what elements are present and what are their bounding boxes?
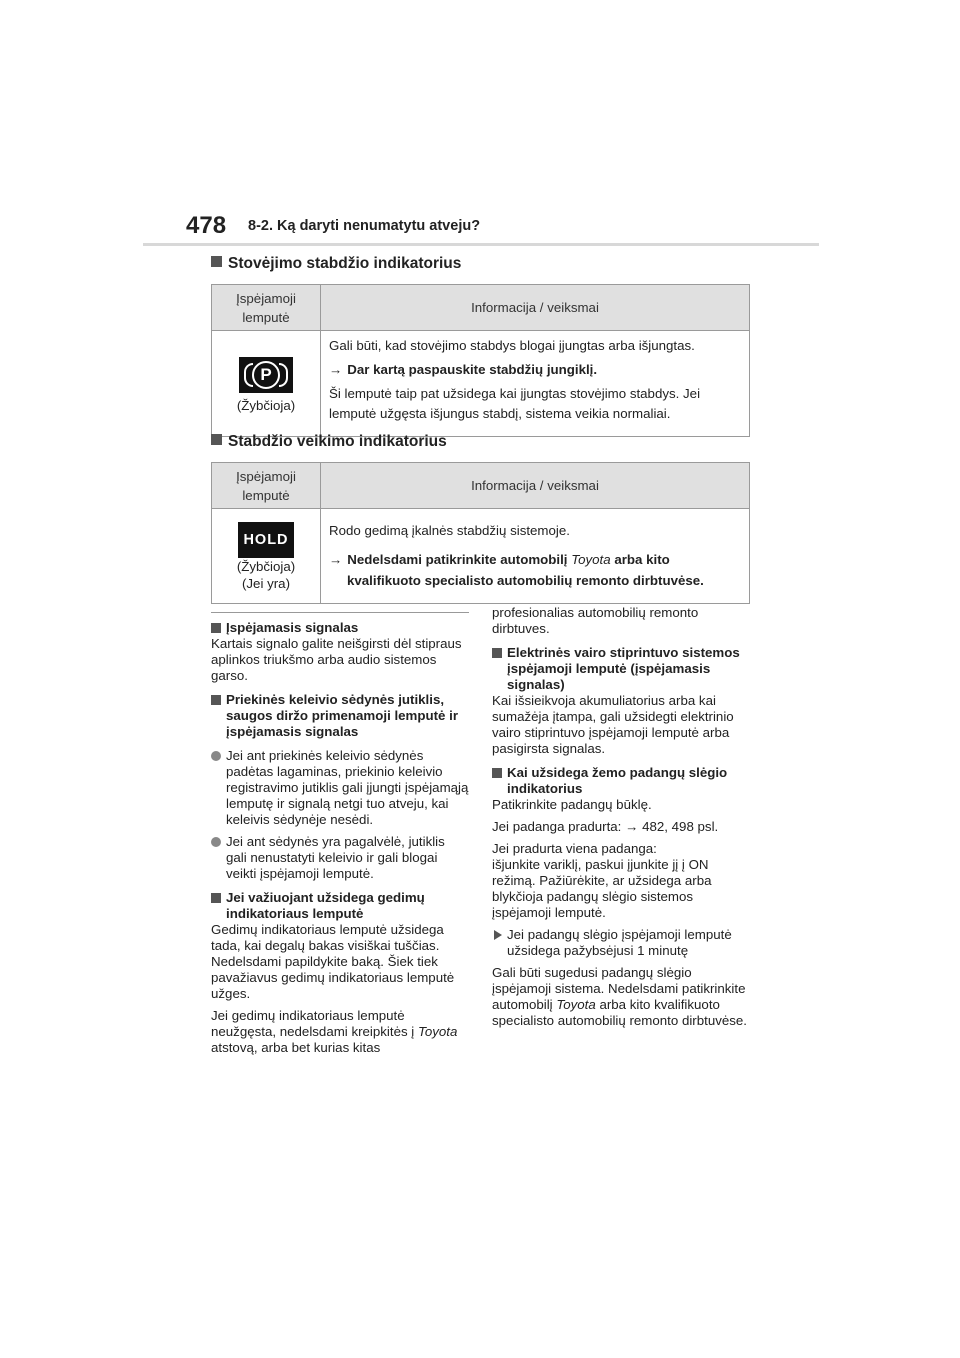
icon-note-2: (Jei yra) bbox=[241, 576, 291, 591]
section-title: 8-2. Ką daryti nenumatytu atveju? bbox=[248, 218, 481, 234]
parking-brake-icon: P bbox=[239, 357, 293, 393]
paragraph: profesionalias automobilių remonto dirbtuves. bbox=[492, 605, 699, 636]
paragraph: Kartais signalo galite neišgirsti dėl stipraus aplinkos triukšmo arba audio sistemos garso. bbox=[211, 636, 462, 683]
arrow-right-icon: → bbox=[329, 362, 343, 377]
page-number: 478 bbox=[186, 212, 227, 239]
paragraph: Kai išsieikvoja akumuliatorius arba kai sumažėja įtampa, gali užsidegti elektrinio vairo stiprintuvo įspėjamoji lemputė arba pasigirsta signalas. bbox=[492, 693, 734, 756]
icon-note: (Žybčioja) bbox=[236, 559, 296, 574]
list-item: Jei padangų slėgio įspėjamoji lemputė užsidega pažybsėjusi 1 minutę bbox=[492, 927, 750, 959]
parking-brake-table bbox=[211, 284, 750, 437]
info-text-2: Ši lemputė taip pat užsidega kai įjungtas stovėjimo stabdys. Jei lemputė užgęsta išjungus stabdį, sistema veikia normaliai. bbox=[329, 386, 701, 421]
power-steering-heading: Elektrinės vairo stiprintuvo sistemos įspėjamoji lemputė (įspėjamasis signalas) bbox=[492, 645, 750, 693]
parking-brake-heading bbox=[211, 255, 461, 273]
table-row bbox=[212, 509, 750, 604]
action-text: → Dar kartą paspauskite stabdžių jungiklį. bbox=[329, 362, 598, 377]
square-bullet-icon bbox=[211, 256, 222, 267]
malfunction-heading: Jei važiuojant užsidega gedimų indikatoriaus lemputė bbox=[211, 890, 469, 922]
paragraph: Gali būti sugedusi padangų slėgio įspėjamoji sistema. Nedelsdami patikrinkite automobilį Toyota arba kito kvalifikuoto specialisto automobilių remonto dirbtuvėse. bbox=[492, 965, 747, 1028]
info-cell bbox=[321, 331, 750, 437]
table-header-row bbox=[212, 285, 750, 331]
arrow-right-icon: → bbox=[329, 552, 343, 567]
left-column bbox=[211, 620, 469, 1062]
square-bullet-icon bbox=[211, 434, 222, 445]
table-row bbox=[212, 331, 750, 437]
paragraph: Patikrinkite padangų būklę. bbox=[492, 797, 652, 812]
col-header-light: Įspėjamoji lemputė bbox=[212, 463, 321, 509]
paragraph: Jei padanga pradurta: → 482, 498 psl. bbox=[492, 819, 719, 834]
col-header-info: Informacija / veiksmai bbox=[321, 285, 750, 331]
info-text: Rodo gedimą įkalnės stabdžių sistemoje. bbox=[329, 523, 570, 538]
brake-hold-heading-text: Stabdžio veikimo indikatorius bbox=[228, 433, 447, 450]
warning-signal-heading: Įspėjamasis signalas bbox=[211, 620, 469, 636]
table-header-row bbox=[212, 463, 750, 509]
arrow-right-icon: → bbox=[625, 819, 643, 834]
header-divider bbox=[143, 243, 819, 246]
info-cell bbox=[321, 509, 750, 604]
tire-pressure-heading: Kai užsidega žemo padangų slėgio indikatorius bbox=[492, 765, 750, 797]
hold-icon: HOLD bbox=[238, 522, 294, 558]
brake-hold-table bbox=[211, 462, 750, 604]
paragraph: Jei pradurta viena padanga: išjunkite variklį, paskui įjunkite jį į ON režimą. Pažiūrėkite, ar užsidega arba blykčioja padangų slėgio sistemos įspėjamoji lemputė. bbox=[492, 841, 712, 920]
page-header bbox=[0, 0, 960, 250]
paragraph: Gedimų indikatoriaus lemputė užsidega tada, kai degalų bakas visiškai tuščias. Nedelsdami papildykite baką. Šiek tiek pavažiavus gedimų indikatoriaus lemputė užges. bbox=[211, 922, 455, 1001]
paragraph: Jei gedimų indikatoriaus lemputė neužgęsta, nedelsdami kreipkitės į Toyota atstovą, arba bet kurias kitas bbox=[211, 1008, 458, 1055]
icon-note: (Žybčioja) bbox=[236, 397, 296, 413]
info-text: Gali būti, kad stovėjimo stabdys blogai įjungtas arba išjungtas. bbox=[329, 338, 695, 353]
right-column bbox=[492, 605, 750, 1035]
icon-cell bbox=[212, 509, 321, 604]
brake-hold-heading bbox=[211, 433, 447, 451]
list-item: Jei ant priekinės keleivio sėdynės padėtas lagaminas, priekinio keleivio registravimo jutiklis gali įjungti įspėjamąją lemputę ir signalą netgi tuo atveju, kai keleivis sėdynėje nesėdi. bbox=[211, 748, 469, 828]
column-divider bbox=[211, 612, 469, 613]
col-header-info: Informacija / veiksmai bbox=[321, 463, 750, 509]
list-item: Jei ant sėdynės yra pagalvėlė, jutiklis gali nenustatyti keleivio ir gali blogai veikti įspėjamoji lemputė. bbox=[211, 834, 469, 882]
passenger-sensor-heading: Priekinės keleivio sėdynės jutiklis, saugos diržo primenamoji lemputė ir įspėjamasis signalas bbox=[211, 692, 469, 740]
parking-brake-heading-text: Stovėjimo stabdžio indikatorius bbox=[228, 255, 462, 272]
action-text: → Nedelsdami patikrinkite automobilį Toyota arba kito kvalifikuoto specialisto automobilių remonto dirbtuvėse. bbox=[329, 552, 704, 588]
col-header-light: Įspėjamoji lemputė bbox=[212, 285, 321, 331]
icon-cell bbox=[212, 331, 321, 437]
